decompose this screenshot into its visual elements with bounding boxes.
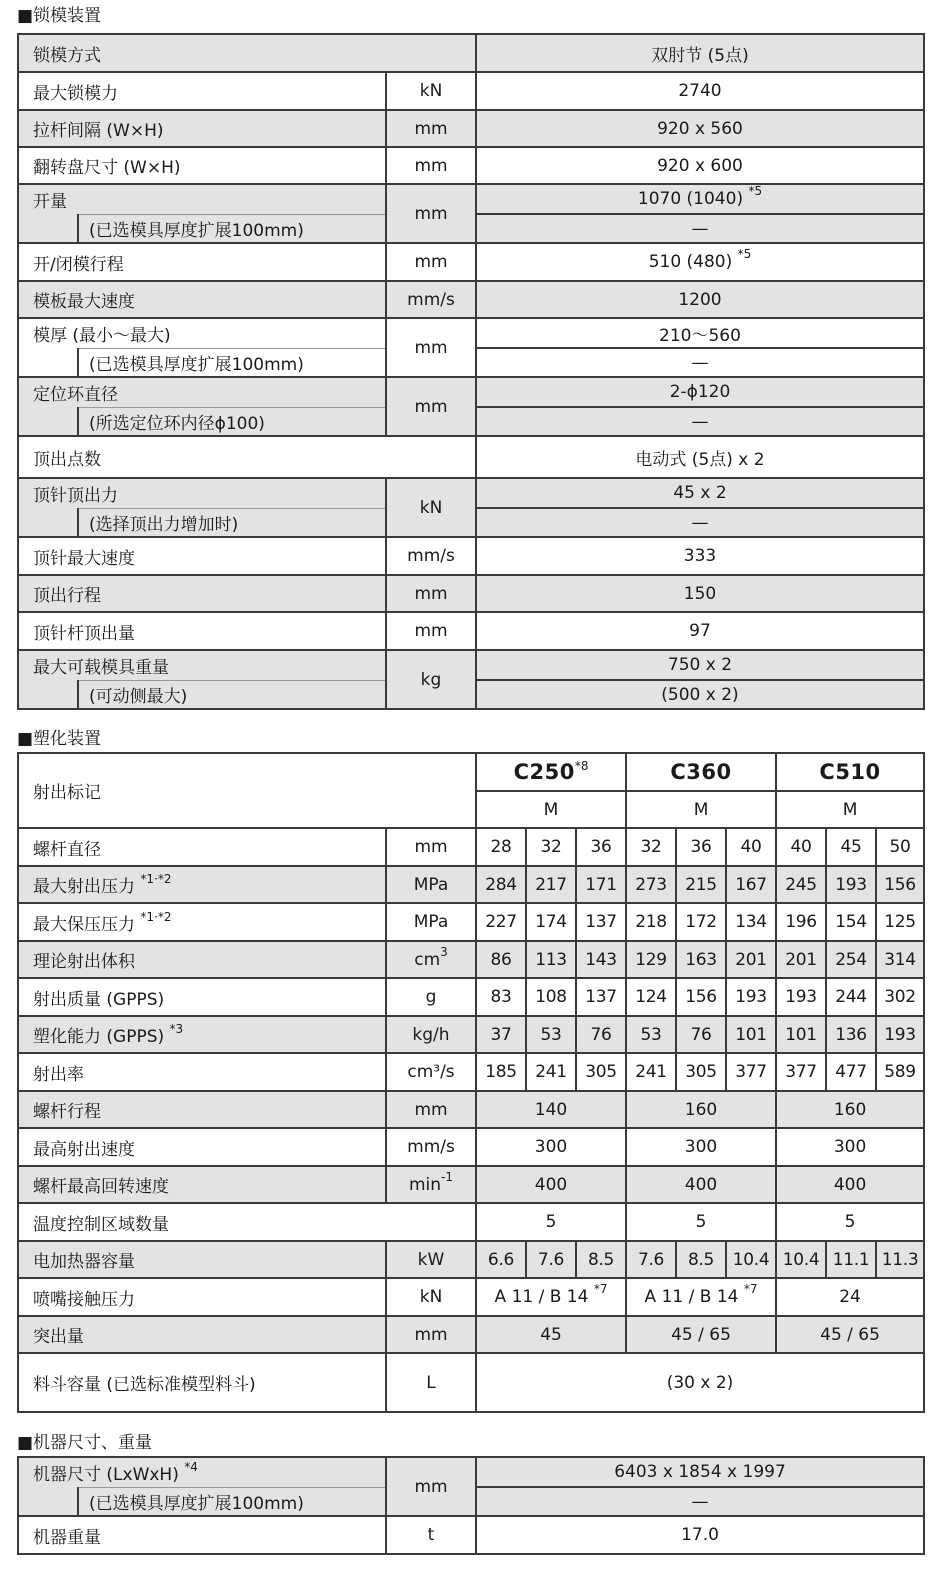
- row-value: 45 x 2: [476, 478, 924, 508]
- row-value: 8.5: [676, 1241, 726, 1278]
- row-value: 17.0: [476, 1516, 924, 1554]
- row-value: 134: [726, 903, 776, 941]
- table-row: [18, 866, 924, 903]
- row-value: 双肘节 (5点): [476, 34, 924, 72]
- row-label: 锁模方式: [18, 34, 476, 72]
- row-value: 11.3: [876, 1241, 924, 1278]
- table-row: [18, 1053, 924, 1091]
- row-label: 射出质量 (GPPS): [18, 978, 386, 1016]
- row-value: 45 / 65: [776, 1316, 924, 1353]
- row-value: 193: [876, 1016, 924, 1053]
- row-label: 顶出行程: [18, 575, 386, 612]
- row-label: 螺杆最高回转速度: [18, 1166, 386, 1203]
- row-value: 125: [876, 903, 924, 941]
- table-row: [18, 72, 924, 110]
- row-value: 40: [726, 828, 776, 866]
- row-unit: mm/s: [386, 537, 476, 575]
- row-label: 开量: [18, 184, 386, 214]
- row-value: 6.6: [476, 1241, 526, 1278]
- table-row: [18, 575, 924, 612]
- row-value: 45: [826, 828, 876, 866]
- model-c510: C510: [776, 753, 924, 791]
- table-row: [18, 1516, 924, 1554]
- row-value: 8.5: [576, 1241, 626, 1278]
- row-subvalue: (500 x 2): [476, 680, 924, 709]
- row-value: 920 x 600: [476, 147, 924, 184]
- machine-table: [17, 1456, 925, 1555]
- row-value: 11.1: [826, 1241, 876, 1278]
- row-unit: mm: [386, 1457, 476, 1516]
- row-label: 螺杆行程: [18, 1091, 386, 1128]
- row-value: 302: [876, 978, 924, 1016]
- mark-label: 射出标记: [18, 753, 476, 828]
- row-value: 210～560: [476, 318, 924, 348]
- row-value: 45: [476, 1316, 626, 1353]
- row-value: 477: [826, 1053, 876, 1091]
- row-value: 5: [776, 1203, 924, 1241]
- model-c250: C250$^{*8}$: [476, 753, 626, 791]
- row-value: 171: [576, 866, 626, 903]
- row-value: A 11 / B 14 $^{*7}$: [476, 1278, 626, 1316]
- table-row: [18, 1316, 924, 1353]
- row-subvalue: —: [476, 214, 924, 243]
- row-unit: MPa: [386, 866, 476, 903]
- row-unit: mm: [386, 828, 476, 866]
- row-unit: mm/s: [386, 1128, 476, 1166]
- row-value: 10.4: [726, 1241, 776, 1278]
- row-value: 305: [676, 1053, 726, 1091]
- row-unit: kg/h: [386, 1016, 476, 1053]
- section-title-inject: ■塑化装置: [17, 729, 102, 749]
- row-value: 10.4: [776, 1241, 826, 1278]
- row-value: 254: [826, 941, 876, 978]
- row-value: 137: [576, 903, 626, 941]
- row-value: 185: [476, 1053, 526, 1091]
- row-value: 137: [576, 978, 626, 1016]
- model-type: M: [776, 791, 924, 828]
- row-value: 108: [526, 978, 576, 1016]
- table-row: [18, 110, 924, 147]
- row-value: 97: [476, 612, 924, 650]
- table-row: [18, 1166, 924, 1203]
- row-value: 24: [776, 1278, 924, 1316]
- row-unit: kN: [386, 1278, 476, 1316]
- row-label: 理论射出体积: [18, 941, 386, 978]
- row-value: 377: [776, 1053, 826, 1091]
- row-value: 156: [876, 866, 924, 903]
- row-subvalue: —: [476, 508, 924, 537]
- row-value: 284: [476, 866, 526, 903]
- row-label: 最高射出速度: [18, 1128, 386, 1166]
- row-label: 料斗容量 (已选标准模型料斗): [18, 1353, 386, 1412]
- table-row: [18, 318, 924, 348]
- row-label: 最大锁模力: [18, 72, 386, 110]
- row-label: 机器重量: [18, 1516, 386, 1554]
- row-value: 244: [826, 978, 876, 1016]
- table-row: [18, 903, 924, 941]
- row-value: 76: [676, 1016, 726, 1053]
- row-value: 227: [476, 903, 526, 941]
- row-value: 305: [576, 1053, 626, 1091]
- row-label: 翻转盘尺寸 (W×H): [18, 147, 386, 184]
- table-row: [18, 828, 924, 866]
- row-value: 217: [526, 866, 576, 903]
- row-value: A 11 / B 14 $^{*7}$: [626, 1278, 776, 1316]
- row-value: 76: [576, 1016, 626, 1053]
- row-value: 53: [626, 1016, 676, 1053]
- row-value: 241: [626, 1053, 676, 1091]
- table-row: [18, 612, 924, 650]
- row-unit: $cm^3$: [386, 941, 476, 978]
- table-row: [18, 978, 924, 1016]
- row-sublabel: (可动侧最大): [78, 680, 386, 709]
- row-label: 顶出点数: [18, 436, 476, 478]
- row-value: 273: [626, 866, 676, 903]
- row-value: 136: [826, 1016, 876, 1053]
- row-value: 193: [776, 978, 826, 1016]
- table-row: [18, 1278, 924, 1316]
- row-value: 124: [626, 978, 676, 1016]
- row-value: 156: [676, 978, 726, 1016]
- table-row: [18, 281, 924, 318]
- row-label: 模厚 (最小～最大): [18, 318, 386, 348]
- row-unit: mm: [386, 318, 476, 377]
- row-value: 101: [726, 1016, 776, 1053]
- row-unit: mm: [386, 1316, 476, 1353]
- row-unit: kW: [386, 1241, 476, 1278]
- row-value: 314: [876, 941, 924, 978]
- row-unit: mm: [386, 147, 476, 184]
- table-row: [18, 147, 924, 184]
- row-value: 50: [876, 828, 924, 866]
- row-value: 241: [526, 1053, 576, 1091]
- row-value: 333: [476, 537, 924, 575]
- row-value: 2740: [476, 72, 924, 110]
- row-value: 377: [726, 1053, 776, 1091]
- table-row: [18, 1241, 924, 1278]
- row-label: 模板最大速度: [18, 281, 386, 318]
- row-value: 167: [726, 866, 776, 903]
- section-title-clamp: ■锁模装置: [17, 6, 102, 26]
- row-value: 40: [776, 828, 826, 866]
- table-row: [18, 1203, 924, 1241]
- row-value: 83: [476, 978, 526, 1016]
- row-value: 196: [776, 903, 826, 941]
- row-value: 129: [626, 941, 676, 978]
- row-value: 45 / 65: [626, 1316, 776, 1353]
- row-unit: g: [386, 978, 476, 1016]
- row-value: 400: [476, 1166, 626, 1203]
- row-value: 193: [826, 866, 876, 903]
- row-label: 电加热器容量: [18, 1241, 386, 1278]
- row-value: 37: [476, 1016, 526, 1053]
- model-c360: C360: [626, 753, 776, 791]
- table-row: [18, 436, 924, 478]
- row-value: 300: [626, 1128, 776, 1166]
- row-label: 突出量: [18, 1316, 386, 1353]
- inject-table: [17, 752, 925, 1413]
- row-unit: mm: [386, 243, 476, 281]
- row-value: 32: [526, 828, 576, 866]
- model-type: M: [476, 791, 626, 828]
- row-value: 400: [626, 1166, 776, 1203]
- row-value: 245: [776, 866, 826, 903]
- row-unit: mm: [386, 377, 476, 436]
- row-sublabel: (已选模具厚度扩展100mm): [78, 348, 386, 377]
- row-value: 510 (480) $^{*5}$: [476, 243, 924, 281]
- row-unit: mm: [386, 184, 476, 243]
- row-unit: mm: [386, 575, 476, 612]
- row-unit: mm/s: [386, 281, 476, 318]
- row-value: 154: [826, 903, 876, 941]
- row-value: 5: [626, 1203, 776, 1241]
- clamp-table: [17, 33, 925, 710]
- table-row: [18, 1457, 924, 1487]
- row-value: 140: [476, 1091, 626, 1128]
- table-row: [18, 1128, 924, 1166]
- row-value: 300: [476, 1128, 626, 1166]
- section-title-machine: ■机器尺寸、重量: [17, 1433, 153, 1453]
- row-value: 2-ϕ120: [476, 377, 924, 407]
- row-unit: kN: [386, 478, 476, 537]
- table-row: [18, 184, 924, 214]
- row-value: 201: [726, 941, 776, 978]
- row-value: 电动式 (5点) x 2: [476, 436, 924, 478]
- row-value: 28: [476, 828, 526, 866]
- row-label: 最大射出压力 $^{*1\cdot*2}$: [18, 866, 386, 903]
- row-value: 7.6: [626, 1241, 676, 1278]
- row-value: 113: [526, 941, 576, 978]
- row-label: 顶针最大速度: [18, 537, 386, 575]
- row-unit: mm: [386, 612, 476, 650]
- table-row: [18, 243, 924, 281]
- table-row: [18, 753, 924, 791]
- row-unit: mm: [386, 110, 476, 147]
- table-row: [18, 377, 924, 407]
- row-label: 顶针顶出力: [18, 478, 386, 508]
- table-row: [18, 1091, 924, 1128]
- row-value: 160: [626, 1091, 776, 1128]
- row-value: 101: [776, 1016, 826, 1053]
- row-sublabel: (所选定位环内径ϕ100): [78, 407, 386, 436]
- row-label: 温度控制区域数量: [18, 1203, 476, 1241]
- table-row: [18, 1016, 924, 1053]
- row-subvalue: —: [476, 407, 924, 436]
- row-subvalue: —: [476, 348, 924, 377]
- row-value: 218: [626, 903, 676, 941]
- row-value: 32: [626, 828, 676, 866]
- row-value: 163: [676, 941, 726, 978]
- table-row: [18, 941, 924, 978]
- row-label: 机器尺寸 (LxWxH) $^{*4}$: [18, 1457, 386, 1487]
- row-label: 最大可载模具重量: [18, 650, 386, 680]
- row-label: 顶针杆顶出量: [18, 612, 386, 650]
- table-row: [18, 478, 924, 508]
- row-subvalue: —: [476, 1487, 924, 1516]
- row-unit: $\min^{-1}$: [386, 1166, 476, 1203]
- row-unit: mm: [386, 1091, 476, 1128]
- row-value: 86: [476, 941, 526, 978]
- row-label: 喷嘴接触压力: [18, 1278, 386, 1316]
- row-value: 201: [776, 941, 826, 978]
- row-value: 143: [576, 941, 626, 978]
- row-sublabel: (已选模具厚度扩展100mm): [78, 214, 386, 243]
- row-label: 开/闭模行程: [18, 243, 386, 281]
- row-value: 400: [776, 1166, 924, 1203]
- row-value: 589: [876, 1053, 924, 1091]
- row-value: 53: [526, 1016, 576, 1053]
- table-row: [18, 650, 924, 680]
- row-value: (30 x 2): [476, 1353, 924, 1412]
- row-value: 174: [526, 903, 576, 941]
- row-value: 215: [676, 866, 726, 903]
- row-label: 拉杆间隔 (W×H): [18, 110, 386, 147]
- row-label: 最大保压压力 $^{*1\cdot*2}$: [18, 903, 386, 941]
- row-label: 定位环直径: [18, 377, 386, 407]
- row-value: 150: [476, 575, 924, 612]
- row-label: 螺杆直径: [18, 828, 386, 866]
- row-label: 塑化能力 (GPPS) $^{*3}$: [18, 1016, 386, 1053]
- row-value: 193: [726, 978, 776, 1016]
- row-unit: t: [386, 1516, 476, 1554]
- row-unit: MPa: [386, 903, 476, 941]
- row-value: 160: [776, 1091, 924, 1128]
- row-value: 172: [676, 903, 726, 941]
- row-sublabel: (选择顶出力增加时): [78, 508, 386, 537]
- table-row: [18, 34, 924, 72]
- row-value: 300: [776, 1128, 924, 1166]
- row-value: 5: [476, 1203, 626, 1241]
- table-row: [18, 1353, 924, 1412]
- row-unit: L: [386, 1353, 476, 1412]
- row-unit: kN: [386, 72, 476, 110]
- model-type: M: [626, 791, 776, 828]
- row-value: 1200: [476, 281, 924, 318]
- row-value: 750 x 2: [476, 650, 924, 680]
- row-unit: cm³/s: [386, 1053, 476, 1091]
- row-label: 射出率: [18, 1053, 386, 1091]
- row-value: 36: [676, 828, 726, 866]
- row-sublabel: (已选模具厚度扩展100mm): [78, 1487, 386, 1516]
- row-value: 36: [576, 828, 626, 866]
- table-row: [18, 537, 924, 575]
- row-unit: kg: [386, 650, 476, 709]
- row-value: 7.6: [526, 1241, 576, 1278]
- row-value: 920 x 560: [476, 110, 924, 147]
- row-value: 6403 x 1854 x 1997: [476, 1457, 924, 1487]
- row-value: 1070 (1040) $^{*5}$: [476, 184, 924, 214]
